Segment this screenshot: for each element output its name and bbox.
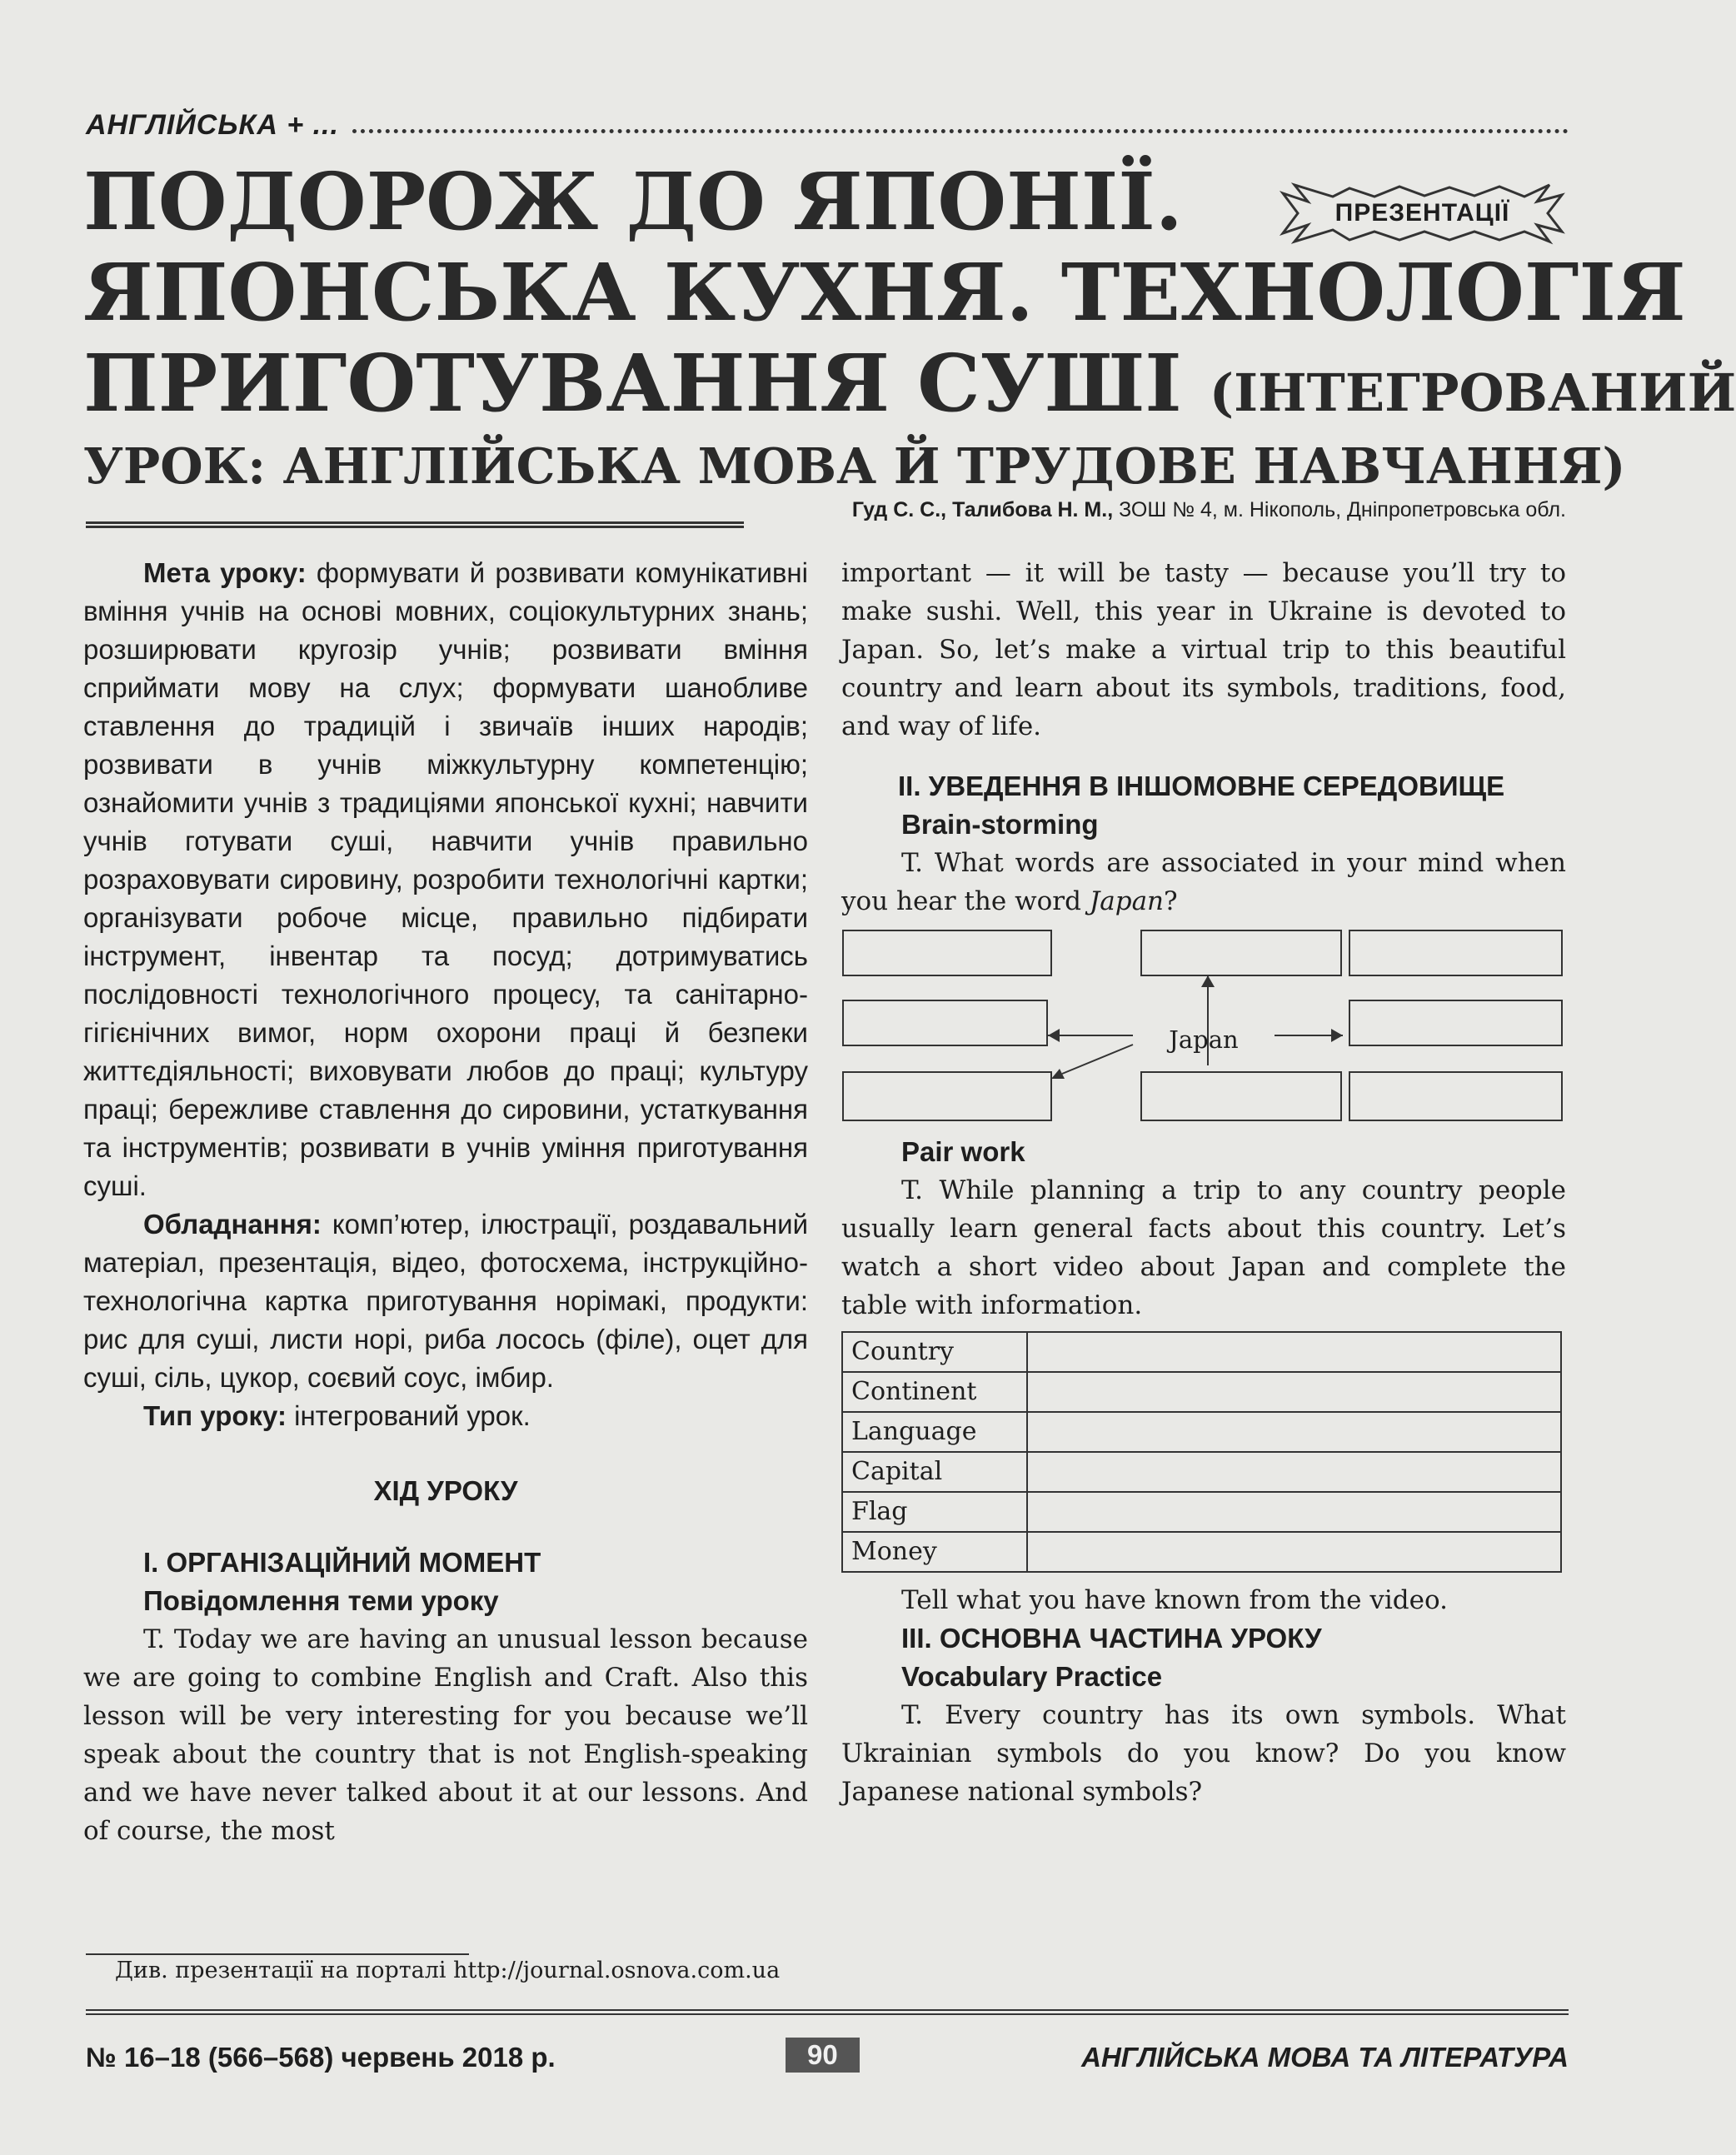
section-label: АНГЛІЙСЬКА + ... xyxy=(86,109,339,141)
author-line xyxy=(750,498,1566,522)
brainstorm-question-text: T. What words are associated in your mind when you hear the word xyxy=(841,848,1566,916)
row-label: Language xyxy=(842,1412,1027,1452)
type-label: Тип уроку: xyxy=(143,1400,287,1431)
lesson-course-heading: ХІД УРОКУ xyxy=(373,1475,518,1506)
vocabulary-heading: Vocabulary Practice xyxy=(901,1661,1163,1692)
running-head xyxy=(86,100,1569,142)
brainstorm-question xyxy=(841,844,1566,920)
intro-continued-text: important — it will be tasty — because you’ll try to make sushi. Well, this year in Ukraine is devoted to Japan. So, let’s make a virtual trip to this beautiful country and learn about its symbols, traditions, food, and way of life. xyxy=(841,558,1566,741)
mind-map-box-top-right xyxy=(1349,930,1562,975)
goal-label: Мета уроку: xyxy=(143,557,307,588)
table-row xyxy=(842,1332,1561,1372)
country-facts-table xyxy=(841,1331,1562,1573)
answer-cell[interactable] xyxy=(1027,1372,1561,1412)
left-column xyxy=(83,554,808,1850)
equipment-text: комп’ютер, ілюстрації, роздавальний матеріал, презентація, відео, фотосхема, інструкційно-технологічна картка приготування норімакі, продукти: рис для суші, листи норі, риба лосось (філе), оцет для суші, сіль, цукор, соєвий соус, імбир. xyxy=(83,1209,808,1393)
title-line-2: ЯПОНСЬКА КУХНЯ. ТЕХНОЛОГІЯ xyxy=(83,247,1686,339)
answer-cell[interactable] xyxy=(1027,1332,1561,1372)
article-title xyxy=(83,156,1736,495)
row-label: Country xyxy=(842,1332,1027,1372)
brainstorm-question-word: Japan xyxy=(1089,886,1165,916)
answer-cell[interactable] xyxy=(1027,1532,1561,1572)
teacher-intro-text: T. Today we are having an unusual lesson because we are going to combine English and Craft. Also this lesson will be very interesting for you because we’ll speak about the country that is not English-speaking and we have never talked about it at our lessons. And of course, the most xyxy=(83,1624,808,1846)
brainstorm-question-end: ? xyxy=(1164,886,1178,916)
lesson-equipment xyxy=(83,1205,808,1397)
dotted-rule xyxy=(352,129,1569,133)
page-number: 90 xyxy=(786,2038,860,2073)
answer-cell[interactable] xyxy=(1027,1412,1561,1452)
answer-cell[interactable] xyxy=(1027,1492,1561,1532)
lesson-type xyxy=(83,1397,808,1435)
journal-name: АНГЛІЙСЬКА МОВА ТА ЛІТЕРАТУРА xyxy=(1081,2042,1569,2073)
section-3-heading: ІІІ. ОСНОВНА ЧАСТИНА УРОКУ xyxy=(901,1623,1322,1654)
badge-label: ПРЕЗЕНТАЦІЇ xyxy=(1334,199,1510,227)
table-row xyxy=(842,1532,1561,1572)
pair-work-text: T. While planning a trip to any country people usually learn general facts about this country. Let’s watch a short video about Japan and complete the table with information. xyxy=(841,1175,1566,1320)
type-text: інтегрований урок. xyxy=(294,1400,531,1431)
title-line-3-small: (ІНТЕГРОВАНИЙ xyxy=(1209,362,1736,423)
author-names: Гуд С. С., Талибова Н. М., xyxy=(851,498,1114,521)
row-label: Continent xyxy=(842,1372,1027,1412)
mind-map-box-middle-right xyxy=(1349,1000,1562,1045)
table-row xyxy=(842,1452,1561,1492)
page-footer xyxy=(86,2033,1569,2083)
title-line-3 xyxy=(83,337,1736,430)
mind-map-box-bottom-right xyxy=(1349,1072,1562,1120)
footnote[interactable]: Див. презентації на порталі http://journal.osnova.com.ua xyxy=(115,1958,781,1983)
vocabulary-text: T. Every country has its own symbols. What Ukrainian symbols do you know? Do you know Japanese national symbols? xyxy=(841,1700,1566,1807)
section-1-heading: І. ОРГАНІЗАЦІЙНИЙ МОМЕНТ xyxy=(143,1547,541,1578)
mind-map-box-bottom-middle xyxy=(1141,1072,1341,1120)
row-label: Flag xyxy=(842,1492,1027,1532)
row-label: Capital xyxy=(842,1452,1027,1492)
mind-map-box-top-middle xyxy=(1141,930,1341,975)
after-video-task: Tell what you have known from the video. xyxy=(901,1585,1448,1615)
author-rule xyxy=(86,521,744,528)
pair-work-heading: Pair work xyxy=(901,1136,1025,1167)
title-line-4: УРОК: АНГЛІЙСЬКА МОВА Й ТРУДОВЕ НАВЧАННЯ) xyxy=(83,437,1626,495)
title-line-1: ПОДОРОЖ ДО ЯПОНІЇ. xyxy=(83,156,1183,248)
table-row xyxy=(842,1372,1561,1412)
table-row xyxy=(842,1492,1561,1532)
mind-map-center-label: Japan xyxy=(1169,1025,1239,1054)
section-2-heading: ІІ. УВЕДЕННЯ В ІНШОМОВНЕ СЕРЕДОВИЩЕ xyxy=(898,771,1505,801)
right-column xyxy=(841,554,1566,1811)
row-label: Money xyxy=(842,1532,1027,1572)
mind-map-box-middle-left xyxy=(843,1000,1047,1045)
mind-map-box-top-left xyxy=(843,930,1051,975)
topic-announcement-heading: Повідомлення теми уроку xyxy=(143,1585,499,1616)
footer-rule xyxy=(86,2009,1569,2015)
author-school: ЗОШ № 4, м. Нікополь, Дніпропетровська обл. xyxy=(1119,498,1566,521)
equipment-label: Обладнання: xyxy=(143,1209,322,1240)
table-row xyxy=(842,1412,1561,1452)
issue-info: № 16–18 (566–568) червень 2018 р. xyxy=(86,2042,556,2073)
mind-map-box-bottom-left xyxy=(843,1072,1051,1120)
japan-mind-map xyxy=(841,924,1566,1128)
lesson-goal xyxy=(83,554,808,1205)
goal-text: формувати й розвивати комунікативні вміння учнів на основі мовних, соціокультурних знань; розширювати кругозір учнів; розвивати вміння сприймати мову на слух; формувати шанобливе ставлення до традицій і звичаїв інших народів; розвивати в учнів міжкультурну компетенцію; ознайомити учнів з традиціями японської кухні; навчити учнів готувати суші, навчити учнів правильно розраховувати сировину, розробити технологічні картки; організувати робоче місце, правильно підбирати інструмент, інвентар та посуд; дотримуватись послідовності технологічного процесу, та санітарно-гігієнічних вимог, норм охорони праці й безпеки життєдіяльності; виховувати любов до праці; культуру праці; бережливе ставлення до сировини, устаткування та інструментів; розвивати в учнів уміння приготування суші. xyxy=(83,557,808,1201)
footnote-rule xyxy=(86,1953,469,1955)
answer-cell[interactable] xyxy=(1027,1452,1561,1492)
brainstorm-heading: Brain-storming xyxy=(901,809,1099,840)
title-line-3-main: ПРИГОТУВАННЯ СУШІ xyxy=(83,337,1182,430)
